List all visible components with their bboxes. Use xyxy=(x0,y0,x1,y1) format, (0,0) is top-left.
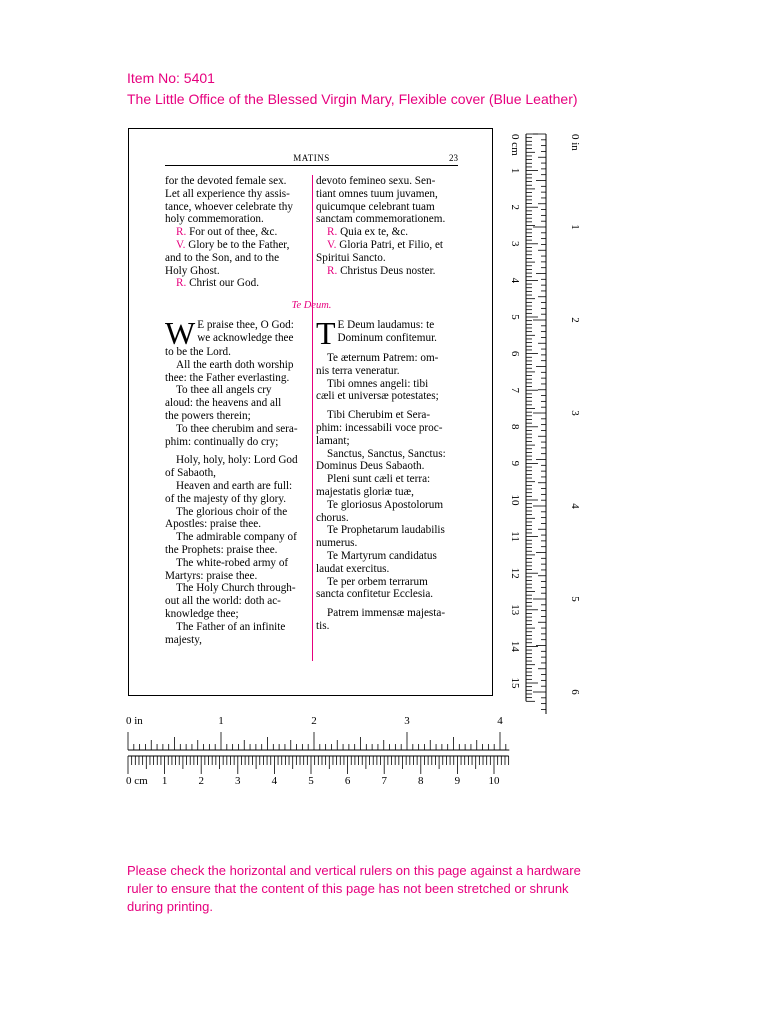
inch-tick-label: 1 xyxy=(218,715,224,727)
versicle-line xyxy=(316,239,459,252)
text-line: we acknowledge thee xyxy=(197,331,294,344)
drop-cap: T xyxy=(316,315,336,351)
response-mark: R. xyxy=(176,226,187,239)
text-line: Tibi Cherubim et Sera- xyxy=(327,409,431,422)
cm-tick-label: 11 xyxy=(509,531,521,542)
text-line: tance, whoever celebrate thy xyxy=(165,200,293,213)
text-line: All the earth doth worship xyxy=(176,358,294,371)
response-text: Christus Deus noster. xyxy=(337,264,436,277)
text-line: Spiritui Sancto. xyxy=(316,251,386,264)
text-line: and to the Son, and to the xyxy=(165,251,280,264)
hymn-opening xyxy=(165,315,308,351)
response-text: Glory be to the Father, xyxy=(185,238,290,251)
text-line: cæli et universæ potestates; xyxy=(316,390,439,403)
inch-unit-label: 0 in xyxy=(126,715,143,727)
response-text: Christ our God. xyxy=(186,277,259,290)
text-line: The white-robed army of xyxy=(176,556,289,569)
text-line: The Holy Church through- xyxy=(176,582,296,595)
cm-tick-label: 8 xyxy=(418,775,424,787)
english-column xyxy=(165,175,308,290)
cm-tick-label: 12 xyxy=(509,567,521,579)
response-mark: R. xyxy=(176,277,187,290)
print-check-note: Please check the horizontal and vertical rulers on this page against a hardware ruler to ensure that the content of this page has not been stretched or shrunk during printing. xyxy=(127,863,581,914)
versicle-line xyxy=(165,277,308,290)
text-line: tis. xyxy=(316,619,330,632)
cm-tick-label: 8 xyxy=(509,424,521,430)
inch-tick-label: 4 xyxy=(497,715,503,727)
text-line: to be the Lord. xyxy=(165,346,231,358)
cm-tick-label: 6 xyxy=(509,350,521,357)
cm-tick-label: 3 xyxy=(235,775,241,787)
text-line: Heaven and earth are full: xyxy=(176,479,293,492)
text-line: phim: incessabili voce proc- xyxy=(316,421,443,434)
inch-tick-label: 4 xyxy=(569,503,581,509)
text-line: Te gloriosus Apostolorum xyxy=(327,498,444,511)
text-line: The admirable company of xyxy=(176,531,297,544)
text-line: thee: the Father everlasting. xyxy=(165,371,290,384)
cm-tick-label: 9 xyxy=(454,775,461,787)
text-line: To thee cherubim and sera- xyxy=(176,422,298,435)
response-text: Gloria Patri, et Filio, et xyxy=(336,238,444,251)
versicle-line xyxy=(316,226,459,239)
book-page-sample xyxy=(128,128,493,696)
text-line: sancta confitetur Ecclesia. xyxy=(316,588,434,601)
cm-tick-label: 7 xyxy=(509,387,521,393)
latin-column xyxy=(316,175,459,277)
text-line: numerus. xyxy=(316,537,358,550)
page-number: 23 xyxy=(449,153,458,163)
cm-tick-label: 2 xyxy=(198,775,204,787)
versicle-line xyxy=(165,239,308,252)
response-text: Quia ex te, &c. xyxy=(337,226,409,239)
text-line: holy commemoration. xyxy=(165,213,264,226)
text-line: Sanctus, Sanctus, Sanctus: xyxy=(327,447,446,460)
horizontal-ruler xyxy=(120,712,515,792)
text-line: E Deum laudamus: te xyxy=(337,319,435,331)
vertical-ruler xyxy=(502,124,592,714)
text-line: nis terra veneratur. xyxy=(316,364,400,377)
inch-tick-label: 3 xyxy=(569,410,581,416)
response-mark: R. xyxy=(327,226,338,239)
cm-tick-label: 9 xyxy=(509,460,521,467)
text-line: Te Martyrum candidatus xyxy=(327,549,437,562)
cm-tick-label: 4 xyxy=(509,277,521,284)
column-divider xyxy=(312,175,313,661)
text-line: phim: continually do cry; xyxy=(165,435,279,448)
item-title: The Little Office of the Blessed Virgin Mary, Flexible cover (Blue Leather) xyxy=(127,91,578,107)
cm-tick-label: 4 xyxy=(271,775,278,787)
text-line: Martyrs: praise thee. xyxy=(165,569,258,582)
running-title: MATINS xyxy=(293,153,330,163)
cm-tick-label: 1 xyxy=(509,167,521,174)
text-line: Te per orbem terrarum xyxy=(327,575,428,588)
text-line: Patrem immensæ majesta- xyxy=(327,607,446,620)
cm-unit-label: 0 cm xyxy=(126,775,148,787)
text-line: Let all experience thy assis- xyxy=(165,187,290,200)
text-line: devoto femineo sexu. Sen- xyxy=(316,175,436,187)
cm-tick-label: 5 xyxy=(509,314,521,320)
cm-tick-label: 5 xyxy=(308,775,314,787)
text-line: chorus. xyxy=(316,511,349,524)
hymn-opening xyxy=(316,315,459,351)
text-line: quicumque celebrant tuam xyxy=(316,200,435,213)
text-line: of the majesty of thy glory. xyxy=(165,492,287,505)
versicle-line xyxy=(165,226,308,239)
text-line: Apostles: praise thee. xyxy=(165,518,262,531)
text-line: out all the world: doth ac- xyxy=(165,595,281,608)
text-line: aloud: the heavens and all xyxy=(165,397,282,410)
cm-tick-label: 14 xyxy=(509,640,521,652)
cm-tick-label: 7 xyxy=(381,775,387,787)
text-line: the Prophets: praise thee. xyxy=(165,543,278,556)
text-line: The glorious choir of the xyxy=(176,505,288,518)
text-line: tiant omnes tuum juvamen, xyxy=(316,187,438,200)
cm-tick-label: 2 xyxy=(509,204,521,210)
text-line: lamant; xyxy=(316,434,350,447)
response-mark: V. xyxy=(176,238,186,251)
text-line: To thee all angels cry xyxy=(176,384,272,397)
text-line: The Father of an infinite xyxy=(176,620,286,633)
inch-unit-label: 0 in xyxy=(569,134,581,151)
text-line: laudat exercitus. xyxy=(316,562,390,575)
versicle-line xyxy=(316,265,459,278)
item-number: Item No: 5401 xyxy=(127,70,215,86)
text-line: knowledge thee; xyxy=(165,607,239,620)
text-line: E praise thee, O God: xyxy=(197,319,294,331)
text-line: of Sabaoth, xyxy=(165,467,216,480)
cm-tick-label: 13 xyxy=(509,604,521,616)
inch-tick-label: 3 xyxy=(404,715,410,727)
text-line: sanctam commemorationem. xyxy=(316,213,446,226)
text-line: Te Prophetarum laudabilis xyxy=(327,524,445,537)
cm-tick-label: 15 xyxy=(509,677,521,689)
running-head xyxy=(165,152,458,166)
drop-cap: W xyxy=(165,315,196,351)
text-line: Holy, holy, holy: Lord God xyxy=(176,454,298,467)
cm-tick-label: 1 xyxy=(161,775,168,787)
latin-hymn xyxy=(316,315,459,633)
item-header xyxy=(127,68,578,110)
cm-tick-label: 10 xyxy=(509,494,521,506)
inch-tick-label: 2 xyxy=(569,317,581,323)
cm-tick-label: 6 xyxy=(344,775,351,787)
english-hymn xyxy=(165,315,308,646)
text-line: Holy Ghost. xyxy=(165,264,220,277)
text-line: for the devoted female sex. xyxy=(165,175,287,187)
text-line: Te æternum Patrem: om- xyxy=(327,352,439,364)
text-line: Pleni sunt cæli et terra: xyxy=(327,473,431,486)
text-line: majesty, xyxy=(165,633,202,646)
cm-unit-label: 0 cm xyxy=(509,134,521,156)
text-line: Dominus Deus Sabaoth. xyxy=(316,460,425,473)
section-title: Te Deum. xyxy=(291,300,332,311)
inch-tick-label: 2 xyxy=(311,715,317,727)
inch-tick-label: 5 xyxy=(569,596,581,602)
inch-tick-label: 6 xyxy=(569,689,581,695)
text-line: the powers therein; xyxy=(165,409,251,422)
cm-tick-label: 10 xyxy=(488,775,500,787)
inch-tick-label: 1 xyxy=(569,224,581,230)
text-line: majestatis gloriæ tuæ, xyxy=(316,485,414,498)
response-text: For out of thee, &c. xyxy=(186,226,278,239)
text-line: Dominum confitemur. xyxy=(337,331,437,344)
response-mark: V. xyxy=(327,238,337,251)
cm-tick-label: 3 xyxy=(509,241,521,247)
text-line: Tibi omnes angeli: tibi xyxy=(327,377,429,390)
response-mark: R. xyxy=(327,264,338,277)
